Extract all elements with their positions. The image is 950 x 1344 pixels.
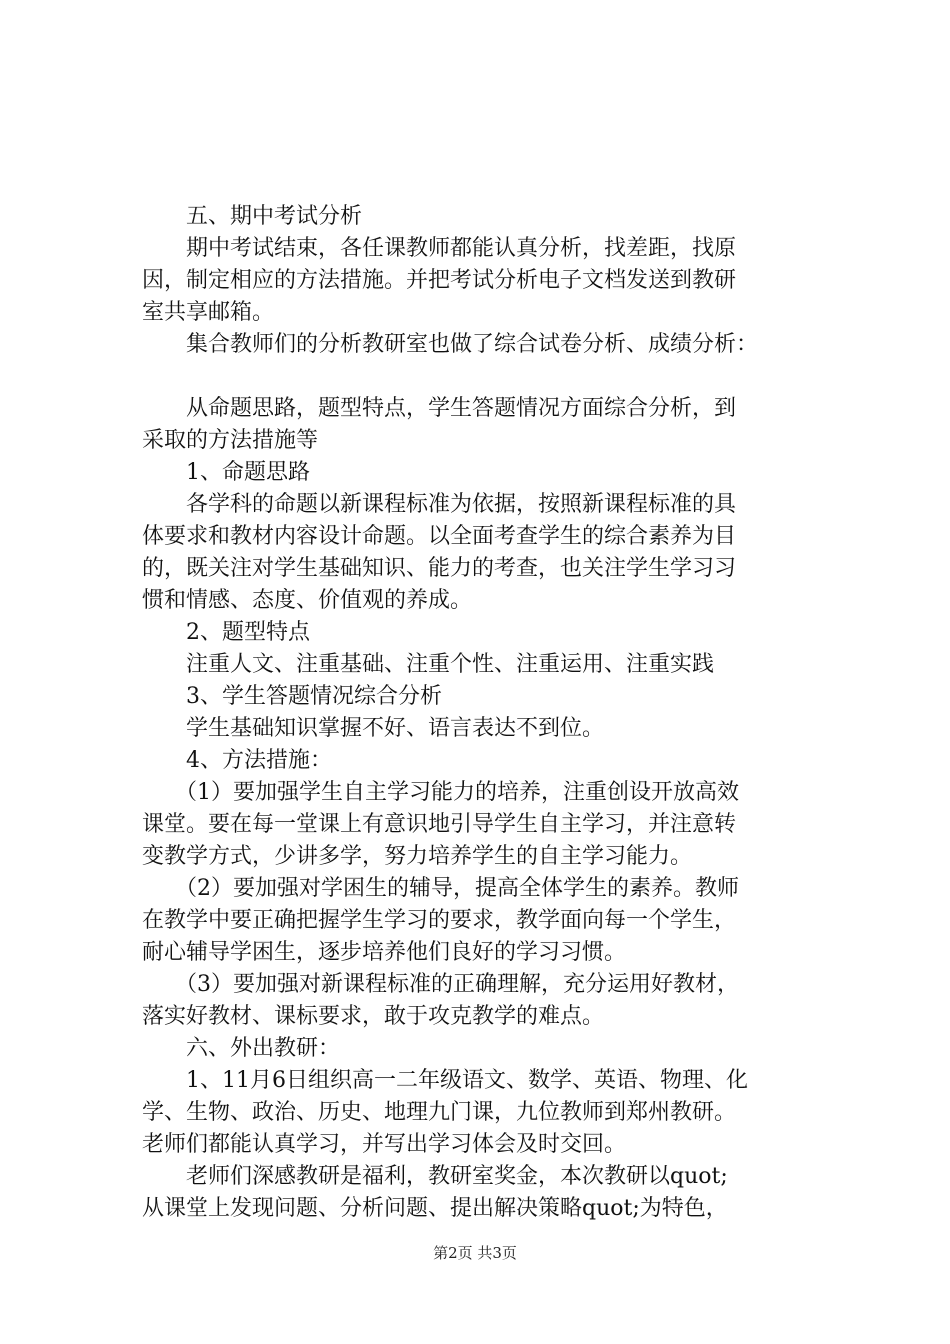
document-body [142,201,832,1225]
text-line: 老师们深感教研是福利，教研室奖金，本次教研以quot; [142,1164,728,1189]
text-line: 集合教师们的分析教研室也做了综合试卷分析、成绩分析： [142,332,759,357]
text-line: （2）要加强对学困生的辅导，提高全体学生的素养。教师 [142,876,739,901]
text-line: （3）要加强对新课程标准的正确理解，充分运用好教材， [142,972,739,997]
text-line: 的，既关注对学生基础知识、能力的考查，也关注学生学习习 [142,556,737,581]
text-line: 从命题思路，题型特点，学生答题情况方面综合分析，到 [142,396,737,421]
text-line: 体要求和教材内容设计命题。以全面考查学生的综合素养为目 [142,524,737,549]
text-line: 惯和情感、态度、价值观的养成。 [142,588,473,613]
text-line: （1）要加强学生自主学习能力的培养，注重创设开放高效 [142,780,739,805]
text-line: 采取的方法措施等 [142,428,319,453]
text-line: 1、11月6日组织高一二年级语文、数学、英语、物理、化 [142,1068,748,1093]
text-line [142,361,832,393]
text-line: 注重人文、注重基础、注重个性、注重运用、注重实践 [142,652,715,677]
text-line: 各学科的命题以新课程标准为依据，按照新课程标准的具 [142,492,737,517]
text-line: 在教学中要正确把握学生学习的要求，教学面向每一个学生， [142,908,737,933]
text-line: 耐心辅导学困生，逐步培养他们良好的学习习惯。 [142,940,627,965]
text-line: 老师们都能认真学习，并写出学习体会及时交回。 [142,1132,627,1157]
text-line: 变教学方式，少讲多学，努力培养学生的自主学习能力。 [142,844,693,869]
text-line: 五、期中考试分析 [142,204,363,229]
text-line: 学生基础知识掌握不好、语言表达不到位。 [142,716,605,741]
text-line: 1、命题思路 [142,460,310,485]
text-line: 落实好教材、课标要求，敢于攻克教学的难点。 [142,1004,605,1029]
text-line: 课堂。要在每一堂课上有意识地引导学生自主学习，并注意转 [142,812,737,837]
text-line: 六、外出教研： [142,1036,341,1061]
text-line: 期中考试结束，各任课教师都能认真分析，找差距，找原 [142,236,737,261]
text-line: 3、学生答题情况综合分析 [142,684,442,709]
text-line: 2、题型特点 [142,620,310,645]
text-line: 从课堂上发现问题、分析问题、提出解决策略quot;为特色， [142,1196,728,1221]
page-number-footer: 第2页 共3页 [433,1244,517,1262]
text-line: 室共享邮箱。 [142,300,275,325]
text-line: 学、生物、政治、历史、地理九门课，九位教师到郑州教研。 [142,1100,737,1125]
text-line: 4、方法措施： [142,748,332,773]
text-line: 因，制定相应的方法措施。并把考试分析电子文档发送到教研 [142,268,737,293]
